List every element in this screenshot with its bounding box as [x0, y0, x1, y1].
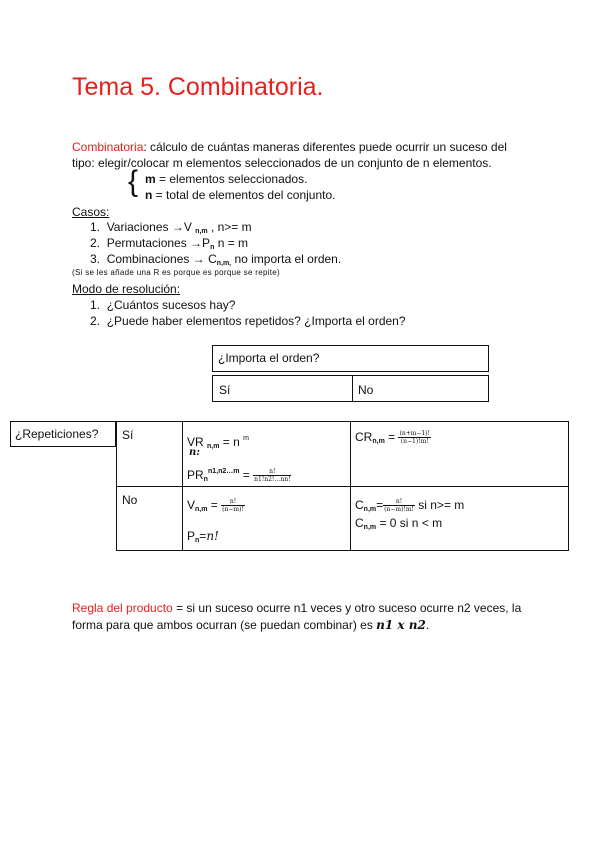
- orden-options-row: [212, 375, 489, 402]
- formula-p: $P_n=n$!: [187, 529, 219, 544]
- orden-no: No: [358, 383, 374, 397]
- casos-heading: Casos:: [72, 205, 110, 219]
- brace-icon: {: [128, 165, 139, 198]
- caso-item-3: 3. Combinaciones → $C_{n,m,}$ no importa el orden.: [90, 252, 342, 267]
- regla-line-2: forma para que ambos ocurran (se puedan combinar) es n1 x n2.: [72, 618, 430, 632]
- row-no-label: No: [122, 493, 138, 507]
- definition-text-1: : cálculo de cuántas maneras diferentes puede ocurrir un suceso del: [143, 140, 507, 154]
- definition-line-2: tipo: elegir/colocar m elementos seleccionados de un conjunto de n elementos.: [72, 156, 492, 170]
- table-divider-h: [117, 486, 568, 487]
- modo-item-1: 1. ¿Cuántos sucesos hay?: [90, 298, 236, 312]
- formula-v: $V_{n,m}$ = $\frac{n!}{(n-m)!}$: [187, 498, 244, 514]
- formula-pr: $PR_n^{n1,n2\dots m}$ = $\frac{n!}{n1!n2!\dots nn!}$: [187, 468, 291, 484]
- modo-heading: Modo de resolución:: [72, 282, 181, 296]
- n-colon: n:: [189, 447, 200, 458]
- orden-divider: [352, 376, 353, 401]
- n-text: = total de elementos del conjunto.: [152, 188, 336, 202]
- formula-vr: VR $_{n,m}$ = n $^m$: [187, 435, 249, 450]
- n-label: n: [145, 188, 153, 202]
- m-label: m: [145, 172, 156, 186]
- row-si-label: Sí: [122, 428, 134, 442]
- repeticiones-cell: [10, 421, 116, 447]
- definition-term: Combinatoria: [72, 140, 144, 154]
- formula-c: $C_{n,m}=$ $\frac{n!}{(n-m)!m!}$ si n>= m: [355, 498, 465, 514]
- repeticiones-label: ¿Repeticiones?: [15, 427, 99, 441]
- casos-note: (Si se les añade una R es porque es porque se repite): [72, 268, 281, 277]
- formula-cr: $CR_{n,m}$ = $\frac{(n+m-1)!}{(n-1)!m!}$: [355, 430, 431, 446]
- modo-item-2: 2. ¿Puede haber elementos repetidos? ¿Importa el orden?: [90, 314, 406, 328]
- caso-item-1: 1. Variaciones →V $_{n,m}$ , n>= m: [90, 220, 252, 235]
- m-text: = elementos seleccionados.: [155, 172, 308, 186]
- orden-yes: Sí: [219, 383, 231, 397]
- m-definition: [145, 171, 307, 188]
- orden-header: ¿Importa el orden?: [218, 351, 320, 365]
- caso-item-2: 2. Permutaciones $\to P_n$ n = m: [90, 236, 249, 251]
- formula-table: [116, 421, 569, 551]
- definition-line-1: [72, 139, 507, 156]
- regla-term: Regla del producto: [72, 601, 173, 615]
- n-definition: [145, 187, 335, 204]
- regla-line-1: Regla del producto = si un suceso ocurre n1 veces y otro suceso ocurre n2 veces, la: [72, 601, 522, 615]
- page-title: Tema 5. Combinatoria.: [72, 73, 324, 101]
- formula-c0: $C_{n,m} = 0$ si n < m: [355, 516, 443, 531]
- orden-header-cell: [212, 345, 489, 372]
